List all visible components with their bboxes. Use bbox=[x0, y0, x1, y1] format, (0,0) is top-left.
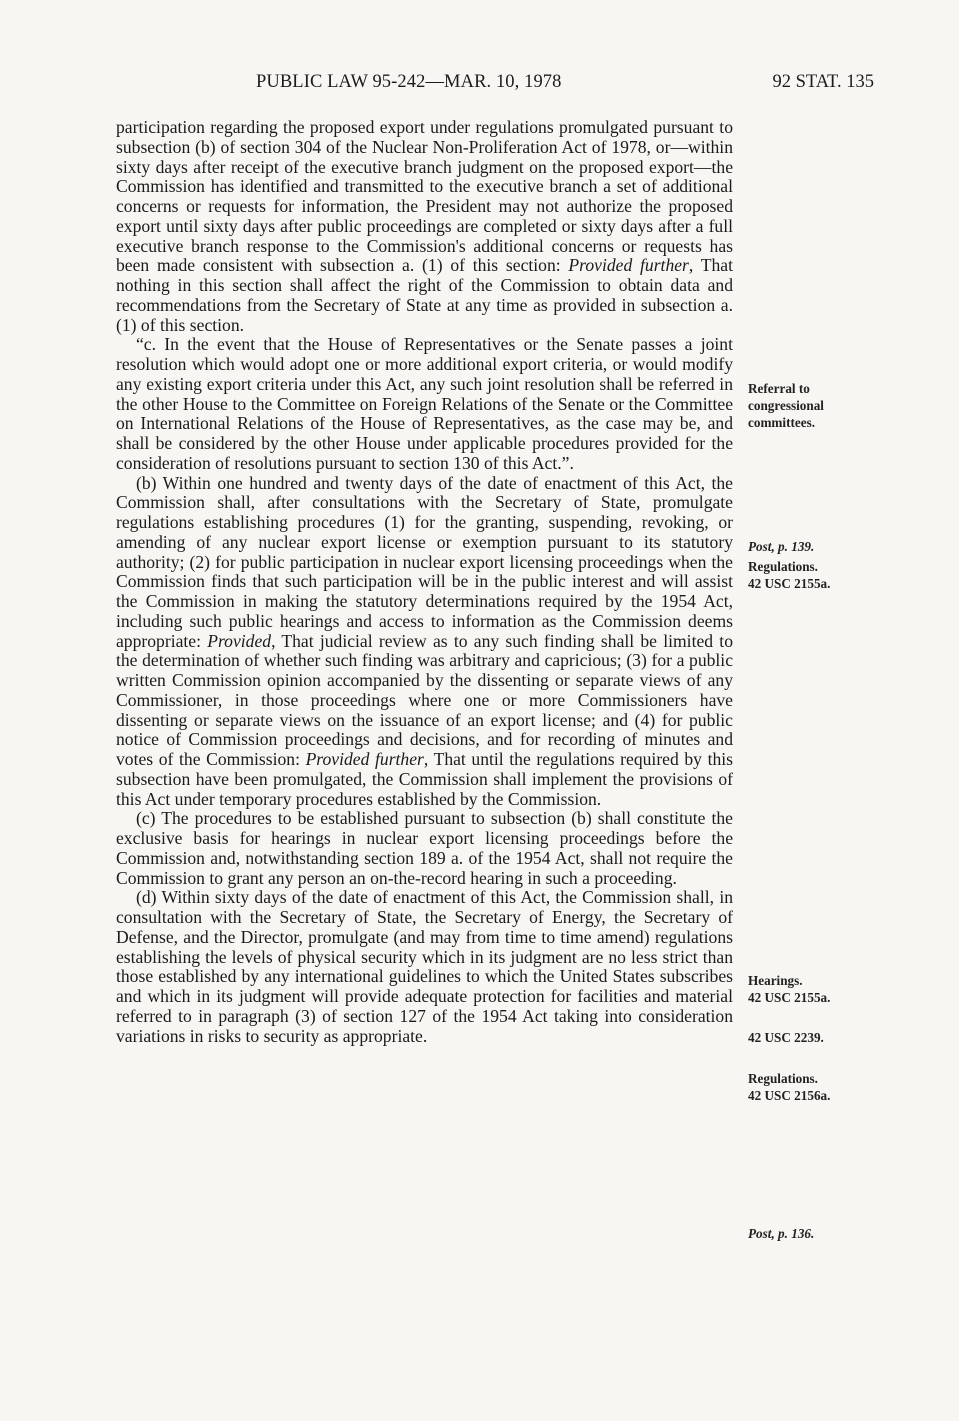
paragraph-d-security: (d) Within sixty days of the date of enactment of this Act, the Commission shall, in consultation with the Secretary of State, the Secretary of Energy, the Secretary of Defense, and the Director, promulgate (and may from time to time amend) regulations establishing the levels of physical security which in its judgment are no less strict than those established by any international guidelines to which the United States subscribes and which in its judgment will provide adequate protection for facilities and material referred to in paragraph (3) of section 127 of the 1954 Act taking into consideration variations in risks to security as appropriate. bbox=[116, 887, 733, 1046]
proviso-italic: Provided bbox=[207, 630, 272, 651]
paragraph-b-procedures: (b) Within one hundred and twenty days of the date of enactment of this Act, the Commission shall, after consultations with the Secretary of State, promulgate regulations establishing procedures (1) for the granting, suspending, revoking, or amending of any nuclear export license or exemption pursuant to its statutory authority; (2) for public participation in nuclear export licensing proceedings when the Commission finds that such participation will be in the public interest and will assist the Commission in making the statutory determinations required by the 1954 Act, including such public hearings and access to information as the Commission deems appropriate: Provided, That judicial review as to any such finding shall be limited to the determination of whether such finding was arbitrary and capricious; (3) for a public written Commission opinion accompanied by the dissenting or separate views of any Commissioner, in those proceedings where one or more Commissioners have dissenting or separate views on the issuance of an export license; and (4) for public notice of Commission proceedings and decisions, and for recording of minutes and votes of the Commission: Provided further, That until the regulations required by this subsection have been promulgated, the Commission shall implement the provisions of this Act under temporary procedures established by the Commission. bbox=[116, 472, 734, 809]
margin-note-post-136: Post, p. 136. bbox=[748, 1226, 815, 1241]
margin-note-regulations-2: Regulations. 42 USC 2156a. bbox=[748, 1071, 831, 1103]
page-title: PUBLIC LAW 95-242—MAR. 10, 1978 bbox=[256, 72, 562, 92]
body-text bbox=[116, 118, 733, 1046]
statute-page-number: 92 STAT. 135 bbox=[772, 72, 874, 92]
proviso-italic: Provided further bbox=[305, 749, 424, 769]
proviso-italic: Provided further bbox=[568, 255, 689, 276]
paragraph-c-hearings: (c) The procedures to be established pursuant to subsection (b) shall constitute the exclusive basis for hearings in nuclear export licensing proceedings before the Commission and, notwithstanding section 189 a. of the 1954 Act, shall not require the Commission to grant any person an on-the-record hearing in such a proceeding. bbox=[116, 808, 733, 888]
margin-note-usc-2239: 42 USC 2239. bbox=[748, 1030, 824, 1045]
margin-note-hearings: Hearings. 42 USC 2155a. bbox=[748, 973, 831, 1005]
running-header bbox=[118, 72, 874, 96]
paragraph-c-referral: “c. In the event that the House of Representatives or the Senate passes a joint resolution which would adopt one or more additional export criteria, or would modify any existing export criteria under this Act, any such joint resolution shall be referred in the other House to the Committee on Foreign Relations of the Senate or the Committee on International Relations of the House of Representatives, as the case may be, and shall be considered by the other House under applicable procedures provided for the consideration of resolutions pursuant to section 130 of this Act.”. bbox=[116, 334, 733, 473]
paragraph-continuation: participation regarding the proposed export under regulations promulgated pursuant to subsection (b) of section 304 of the Nuclear Non-Proliferation Act of 1978, or—within sixty days after receipt of the executive branch judgment on the proposed export—the Commission has identified and transmitted to the executive branch a set of additional concerns or requests for information, the President may not authorize the proposed export until sixty days after public proceedings are completed or sixty days after a full executive branch response to the Commission's additional concerns or requests has been made consistent with subsection a. (1) of this section: Provided further, That nothing in this section shall affect the right of the Commission to obtain data and recommendations from the Secretary of State at any time as provided in subsection a. (1) of this section. bbox=[116, 117, 733, 335]
margin-note-regulations: Regulations. 42 USC 2155a. bbox=[748, 559, 831, 591]
margin-note-referral: Referral to congressional committees. bbox=[748, 381, 824, 430]
margin-note-post-139: Post, p. 139. bbox=[748, 539, 815, 554]
